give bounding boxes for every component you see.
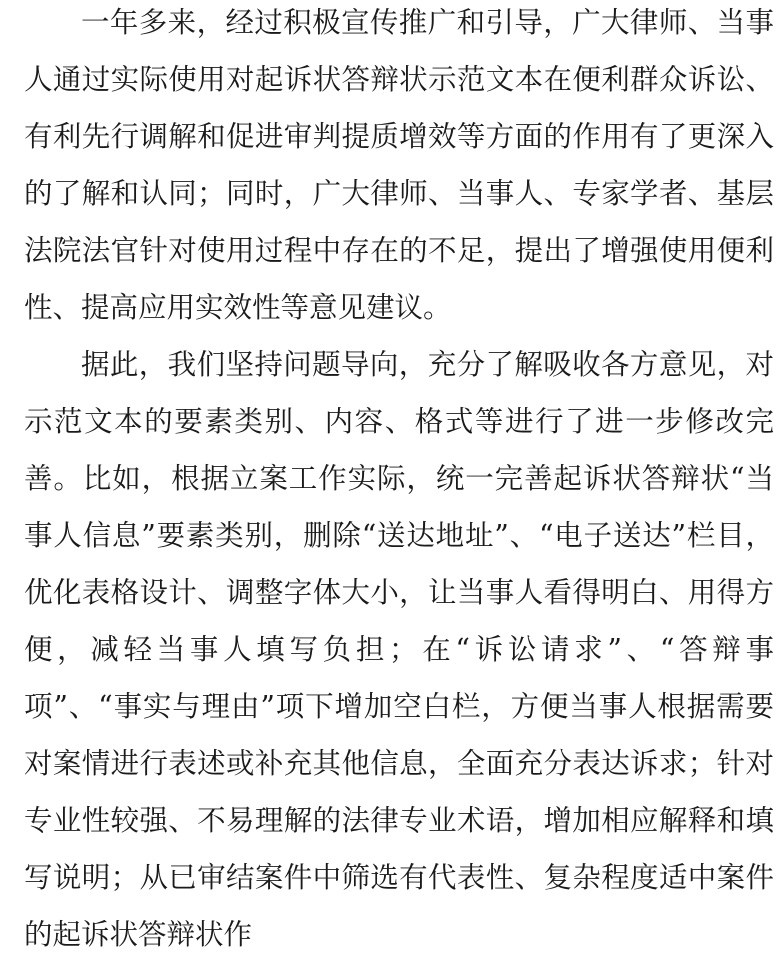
paragraph-1: 一年多来，经过积极宣传推广和引导，广大律师、当事人通过实际使用对起诉状答辩状示范文本在便利群众诉讼、有利先行调解和促进审判提质增效等方面的作用有了更深入的了解和认同；同时，广大律师、当事人、专家学者、基层法院法官针对使用过程中存在的不足，提出了增强使用便利性、提高应用实效性等意见建议。: [24, 6, 774, 324]
paragraph-2: 据此，我们坚持问题导向，充分了解吸收各方意见，对示范文本的要素类别、内容、格式等进行了进一步修改完善。比如，根据立案工作实际，统一完善起诉状答辩状“当事人信息”要素类别，删除“送达地址”、“电子送达”栏目，优化表格设计、调整字体大小，让当事人看得明白、用得方便，减轻当事人填写负担；在“诉讼请求”、“答辩事项”、“事实与理由”项下增加空白栏，方便当事人根据需要对案情进行表述或补充其他信息，全面充分表达诉求；针对专业性较强、不易理解的法律专业术语，增加相应解释和填写说明；从已审结案件中筛选有代表性、复杂程度适中案件的起诉状答辩状作: [24, 348, 774, 951]
